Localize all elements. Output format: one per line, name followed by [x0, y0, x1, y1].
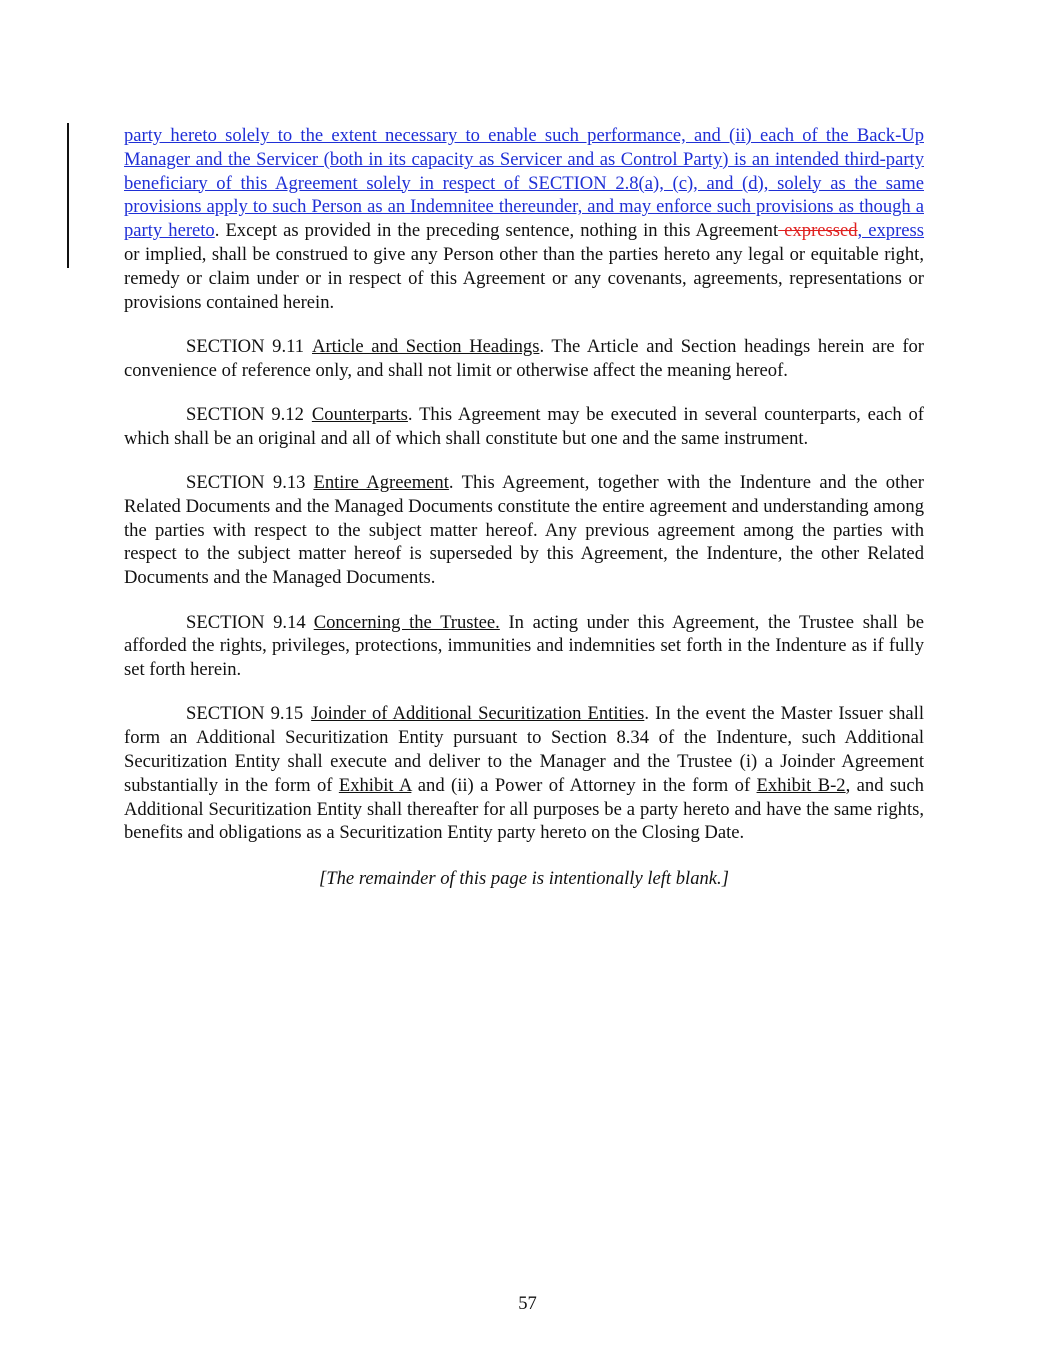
section-9-15 — [124, 702, 924, 845]
deleted-text: expressed — [778, 220, 858, 242]
section-heading: Entire Agreement — [313, 472, 449, 494]
section-body: , and such Additional Securitization Entity shall thereafter for all purposes be a party hereto and have the same rights, benefits and obligations as a Securitization Entity party hereto on the Closing Date. — [124, 774, 924, 844]
section-9-12 — [124, 403, 924, 451]
section-body: The Article and Section headings herein are for convenience of reference only, and shall not limit or otherwise affect the meaning hereof. — [124, 335, 924, 381]
section-heading-suffix: . — [448, 472, 454, 494]
section-body: and (ii) a Power of Attorney in the form of — [411, 774, 757, 796]
exhibit-a-reference: Exhibit A — [338, 774, 412, 796]
section-heading-suffix: . — [407, 403, 413, 425]
section-heading: Joinder of Additional Securitization Entities — [311, 703, 645, 725]
inserted-text: party hereto solely to the extent necessary to enable such performance, and (ii) each of the Back-Up Manager and the Servicer (both in its capacity as Servicer and as Control Party) is an intended third-party beneficiary of this Agreement solely in respect of SECTION 2.8(a), (c), and (d), solely as the same provisions apply to such Person as an Indemnitee thereunder, and may enforce such provisions as though a party hereto — [124, 125, 924, 242]
section-number: SECTION 9.14 — [186, 611, 306, 633]
section-heading: Concerning the Trustee. — [313, 611, 500, 633]
body-text: or implied, shall be construed to give any Person other than the parties hereto any legal or equitable right, remedy or claim under or in respect of this Agreement or any covenants, agreements, representations or provisions contained herein. — [124, 243, 924, 313]
section-number: SECTION 9.13 — [186, 472, 306, 494]
paragraph-third-party-beneficiaries — [124, 124, 924, 314]
exhibit-b-2-reference: Exhibit B-2 — [756, 774, 846, 796]
section-heading: Article and Section Headings — [312, 335, 540, 357]
section-body: This Agreement may be executed in several counterparts, each of which shall be an original and all of which shall constitute but one and the same instrument. — [124, 403, 924, 449]
section-number: SECTION 9.12 — [186, 403, 304, 425]
section-heading-suffix: . — [644, 703, 649, 725]
closing-note: [The remainder of this page is intentionally left blank.] — [319, 868, 729, 890]
section-number: SECTION 9.15 — [186, 703, 304, 725]
body-text: . Except as provided in the preceding sentence, nothing in this Agreement — [214, 220, 779, 242]
revision-change-bar — [67, 123, 69, 268]
document-body — [124, 124, 924, 912]
section-body: This Agreement, together with the Indenture and the other Related Documents and the Managed Documents constitute the entire agreement and understanding among the parties with respect to the subject matter hereof. Any previous agreement among the parties with respect to the subject matter hereof is superseded by this Agreement, the Indenture, the other Related Documents and the Managed Documents. — [124, 472, 924, 589]
section-body: In the event the Master Issuer shall form an Additional Securitization Entity pursuant to Section 8.34 of the Indenture, such Additional Securitization Entity shall execute and deliver to the Manager and the Trustee (i) a Joinder Agreement substantially in the form of — [124, 703, 924, 796]
section-heading: Counterparts — [311, 403, 408, 425]
page-number: 57 — [518, 1293, 537, 1314]
section-9-13 — [124, 471, 924, 590]
section-number: SECTION 9.11 — [186, 335, 305, 357]
section-9-11 — [124, 335, 924, 383]
section-9-14 — [124, 611, 924, 682]
section-heading-suffix: . — [539, 335, 545, 357]
section-body: In acting under this Agreement, the Trustee shall be afforded the rights, privileges, protections, immunities and indemnities set forth in the Indenture as if fully set forth herein. — [124, 611, 924, 681]
inserted-text: , express — [857, 220, 925, 242]
